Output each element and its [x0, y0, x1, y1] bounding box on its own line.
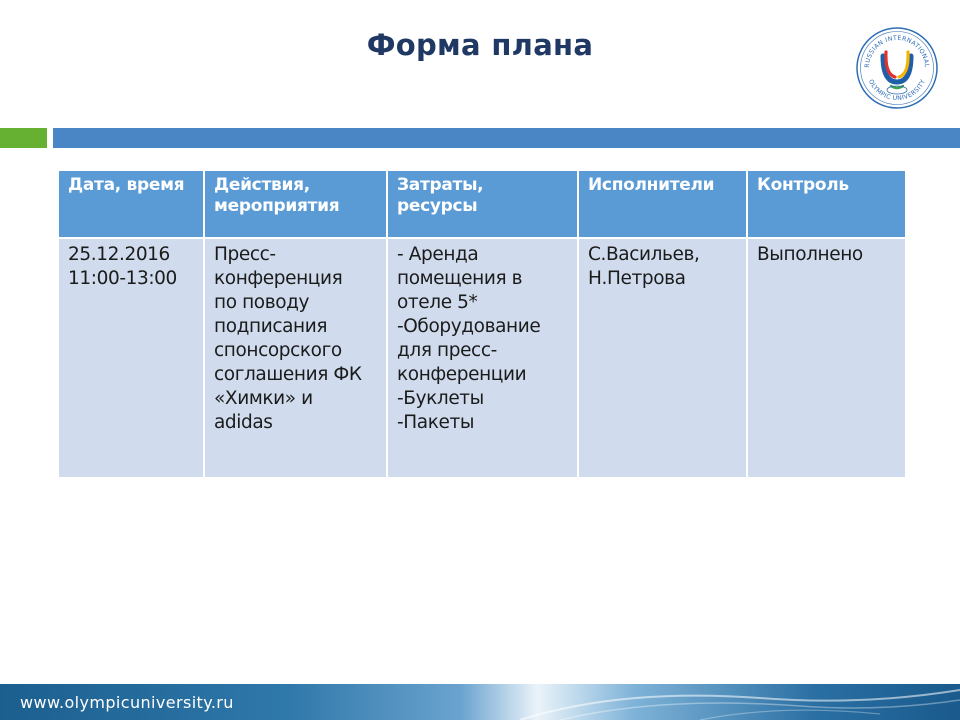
- cell-text: 25.12.2016: [68, 244, 170, 265]
- table-row: [58, 238, 906, 478]
- cell-text: конференции: [397, 364, 527, 385]
- cell-text: подписания: [214, 316, 328, 337]
- cell-text: конференция: [214, 268, 343, 289]
- cell-text: -Пакеты: [397, 412, 475, 433]
- divider-green-bar: [0, 128, 47, 148]
- footer-banner: [0, 684, 960, 720]
- cell-text: соглашения ФК: [214, 364, 362, 385]
- cell-resources: [387, 238, 578, 478]
- cell-text: для пресс-: [397, 340, 497, 361]
- divider-blue-bar: [53, 128, 960, 148]
- logo-text-bottom: OLYMPIC UNIVERSITY: [867, 78, 927, 103]
- header-resources: Затраты, ресурсы: [387, 170, 578, 238]
- cell-text: Пресс-: [214, 244, 276, 265]
- cell-text: 11:00-13:00: [68, 268, 177, 289]
- cell-text: - Аренда: [397, 244, 479, 265]
- cell-text: спонсорского: [214, 340, 342, 361]
- cell-text: -Оборудование: [397, 316, 541, 337]
- cell-text: Н.Петрова: [588, 268, 686, 289]
- cell-text: adidas: [214, 412, 273, 433]
- logo-text-top: RUSSIAN INTERNATIONAL: [863, 34, 931, 69]
- footer-url-link[interactable]: www.olympicuniversity.ru: [20, 693, 234, 712]
- header-date: Дата, время: [58, 170, 204, 238]
- plan-table: [57, 169, 907, 479]
- olympic-university-logo: [855, 26, 939, 110]
- cell-executors: [578, 238, 747, 478]
- cell-control: [747, 238, 906, 478]
- cell-text: -Буклеты: [397, 388, 484, 409]
- slide-title: Форма плана: [366, 28, 594, 62]
- header-actions: Действия, мероприятия: [204, 170, 387, 238]
- cell-date: [58, 238, 204, 478]
- header-executors: Исполнители: [578, 170, 747, 238]
- cell-text: по поводу: [214, 292, 310, 313]
- cell-text: отеле 5*: [397, 292, 478, 313]
- cell-text: помещения в: [397, 268, 523, 289]
- cell-text: Выполнено: [757, 244, 863, 265]
- cell-text: «Химки» и: [214, 388, 313, 409]
- cell-actions: [204, 238, 387, 478]
- cell-text: С.Васильев,: [588, 244, 700, 265]
- table-header-row: [58, 170, 906, 238]
- header-control: Контроль: [747, 170, 906, 238]
